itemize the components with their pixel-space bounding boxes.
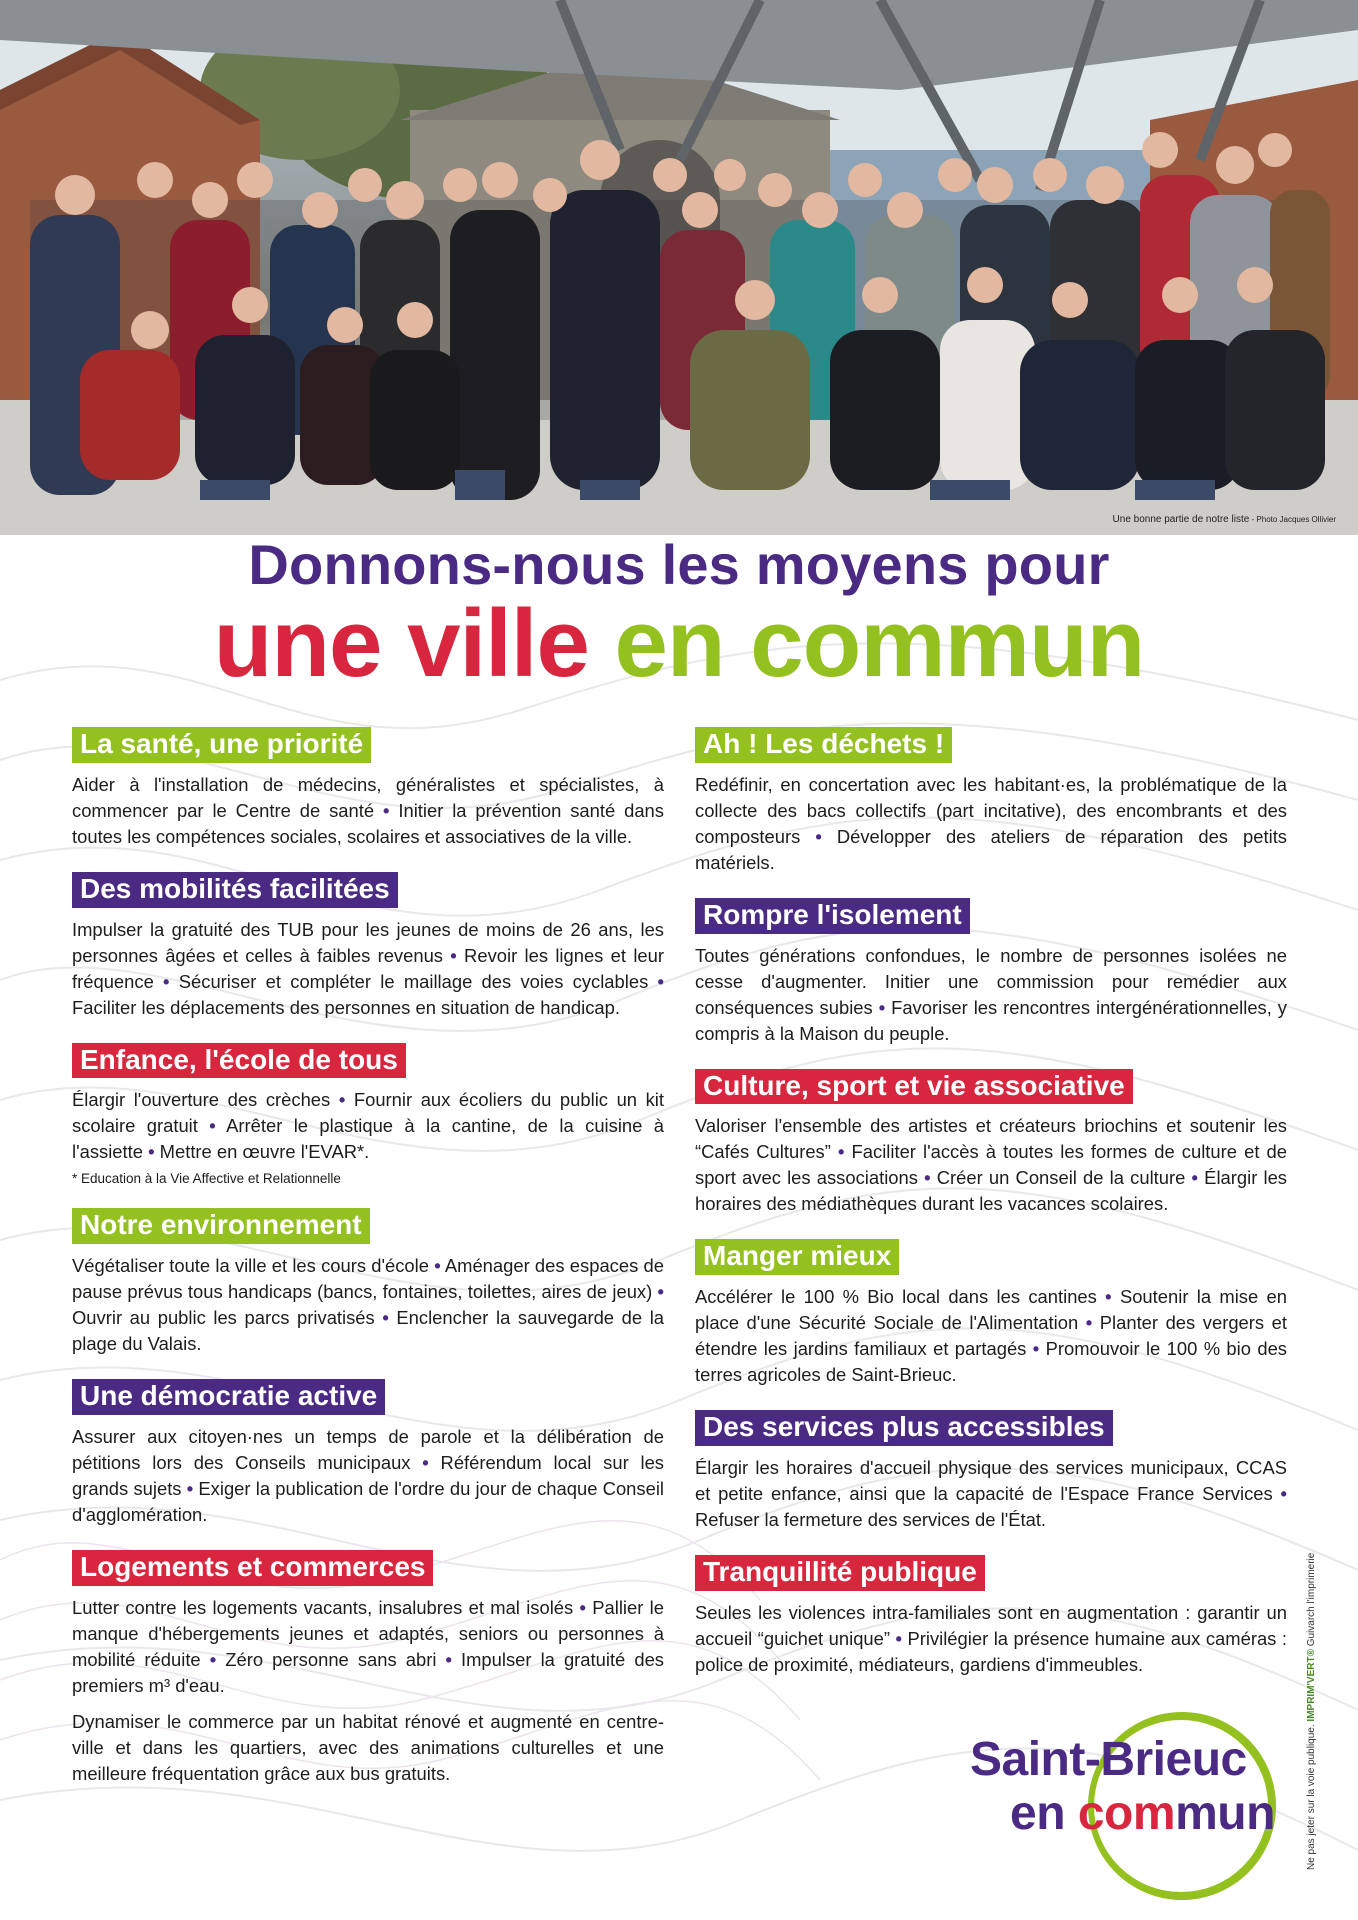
bullet-separator: • (338, 1089, 346, 1111)
section-text: Accélérer le 100 % Bio local dans les cantines • Soutenir la mise en place d'une Sécurité Sociale de l'Alimentation • Planter des vergers et étendre les jardins familiaux et partagés • Promouvoir le 100 % bio des terres agricoles de Saint-Brieuc. (695, 1286, 1287, 1386)
photo-credit: Une bonne partie de notre liste - Photo Jacques Ollivier (1112, 514, 1336, 525)
section-culture (695, 1069, 1287, 1218)
bullet-separator: • (445, 1648, 452, 1670)
bullet-separator: • (1032, 1338, 1040, 1360)
left-column (72, 727, 664, 1809)
section-heading: Une démocratie active (72, 1379, 385, 1415)
bullet-separator: • (209, 1648, 217, 1670)
logo-saint-brieuc: Saint-Brieuc (970, 1733, 1247, 1786)
section-text: Impulser la gratuité des TUB pour les jeunes de moins de 26 ans, les personnes âgées et celles à faibles revenus • Revoir les lignes et leur fréquence • Sécuriser et compléter le maillage des voies cyclables • Faciliter les déplacements des personnes en situation de handicap. (72, 918, 664, 1018)
bullet-separator: • (383, 799, 390, 821)
section-text: Seules les violences intra-familiales sont en augmentation : garantir un accueil “guichet unique” • Privilégier la présence humaine aux caméras : police de proximité, médiateurs, gardiens d'immeubles. (695, 1601, 1287, 1675)
bullet-separator: • (579, 1596, 586, 1618)
bullet-separator: • (1191, 1167, 1198, 1189)
bullet-separator: • (1105, 1286, 1112, 1308)
section-isolement (695, 898, 1287, 1047)
bullet-separator: • (1085, 1312, 1093, 1334)
group-photo-illustration (0, 0, 1358, 535)
section-enfance (72, 1043, 664, 1187)
group-photo (0, 0, 1358, 535)
bullet-separator: • (434, 1255, 441, 1277)
section-text: Végétaliser toute la ville et les cours d'école • Aménager des espaces de pause prévus tous handicaps (bancs, fontaines, toilettes, aires de jeux) • Ouvrir au public les parcs privatisés • Enclencher la sauvegarde de la plage du Valais. (72, 1255, 665, 1355)
section-text: Élargir les horaires d'accueil physique des services municipaux, CCAS et petite enfance, ainsi que la capacité de l'Espace France Services • Refuser la fermeture des services de l'État. (695, 1456, 1287, 1530)
section-text: Valoriser l'ensemble des artistes et créateurs briochins et soutenir les “Cafés Cultures” • Faciliter l'accès à toutes les formes de culture et de sport avec les associations • Créer un Conseil de la culture • Élargir les horaires des médiathèques durant les vacances scolaires. (695, 1115, 1287, 1215)
section-text: Aider à l'installation de médecins, généralistes et spécialistes, à commencer par le Centre de santé • Initier la prévention santé dans toutes les compétences sociales, scolaires et associatives de la ville. (72, 773, 664, 847)
section-heading: Enfance, l'école de tous (72, 1043, 406, 1079)
section-sante (72, 727, 664, 850)
bullet-separator: • (186, 1477, 194, 1499)
section-text: Lutter contre les logements vacants, insalubres et mal isolés • Pallier le manque d'hébergements jeunes et adaptés, seniors ou personnes à mobilité réduite • Zéro personne sans abri • Impulser la gratuité des premiers m³ d'eau. (72, 1596, 664, 1696)
section-text: Élargir l'ouverture des crèches • Fournir aux écoliers du public un kit scolaire gratuit • Arrêter le plastique à la cantine, de la cuisine à l'assiette • Mettre en œuvre l'EVAR*. (72, 1089, 664, 1163)
section-text-2: Dynamiser le commerce par un habitat rénové et augmenté en centre-ville et dans les quartiers, avec des animations culturelles et une meilleure fréquentation grâce aux bus gratuits. (72, 1710, 664, 1784)
section-logements (72, 1550, 664, 1787)
title-line-1: Donnons-nous les moyens pour (248, 533, 1110, 596)
section-text: Toutes générations confondues, le nombre de personnes isolées ne cesse d'augmenter. Initier une commission pour remédier aux conséquences subies • Favoriser les rencontres intergénérationnelles, y compris à la Maison du peuple. (695, 944, 1287, 1044)
section-footnote: * Education à la Vie Affective et Relationnelle (72, 1171, 341, 1187)
logo-en-commun: en commun (1010, 1787, 1275, 1840)
bullet-separator: • (382, 1307, 389, 1329)
section-heading: Des services plus accessibles (695, 1410, 1113, 1446)
bullet-separator: • (148, 1141, 155, 1163)
bullet-separator: • (657, 970, 664, 992)
section-dechets (695, 727, 1287, 876)
bullet-separator: • (924, 1167, 931, 1189)
bullet-separator: • (1280, 1482, 1287, 1504)
bullet-separator: • (878, 996, 886, 1018)
title-line-2 (0, 592, 1358, 696)
bullet-separator: • (422, 1451, 429, 1473)
bullet-separator: • (163, 970, 170, 992)
section-heading: Manger mieux (695, 1239, 899, 1275)
imprint-text: Ne pas jeter sur la voie publique. IMPRIM'VERT® Guivarch l'imprimerie (1306, 1552, 1317, 1870)
section-text: Redéfinir, en concertation avec les habitant·es, la problématique de la collecte des bacs collectifs (part incitative), des encombrants et des composteurs • Développer des ateliers de réparation des petits matériels. (695, 773, 1288, 873)
bullet-separator: • (815, 825, 822, 847)
section-heading: Culture, sport et vie associative (695, 1069, 1133, 1105)
section-heading: Logements et commerces (72, 1550, 433, 1586)
bullet-separator: • (657, 1281, 664, 1303)
bullet-separator: • (209, 1115, 216, 1137)
section-heading: Tranquillité publique (695, 1555, 985, 1591)
section-heading: La santé, une priorité (72, 727, 371, 763)
right-column (695, 727, 1287, 1700)
section-heading: Rompre l'isolement (695, 898, 970, 934)
section-democratie (72, 1379, 664, 1528)
section-heading: Notre environnement (72, 1208, 370, 1244)
imprim-vert-icon: IMPRIM'VERT® (1306, 1649, 1317, 1722)
bullet-separator: • (837, 1141, 845, 1163)
section-mobilites (72, 872, 664, 1021)
section-heading: Ah ! Les déchets ! (695, 727, 952, 763)
section-heading: Des mobilités facilitées (72, 872, 398, 908)
bullet-separator: • (895, 1627, 902, 1649)
section-text: Assurer aux citoyen·nes un temps de parole et la délibération de pétitions lors des Conseils municipaux • Référendum local sur les grands sujets • Exiger la publication de l'ordre du jour de chaque Conseil d'agglomération. (72, 1425, 664, 1525)
section-tranquillite (695, 1555, 1287, 1678)
section-services (695, 1410, 1287, 1533)
bullet-separator: • (450, 944, 457, 966)
title-red-part: une ville (213, 590, 589, 697)
section-environnement (72, 1208, 664, 1357)
title-green-part: en commun (614, 590, 1145, 697)
section-manger (695, 1239, 1287, 1388)
